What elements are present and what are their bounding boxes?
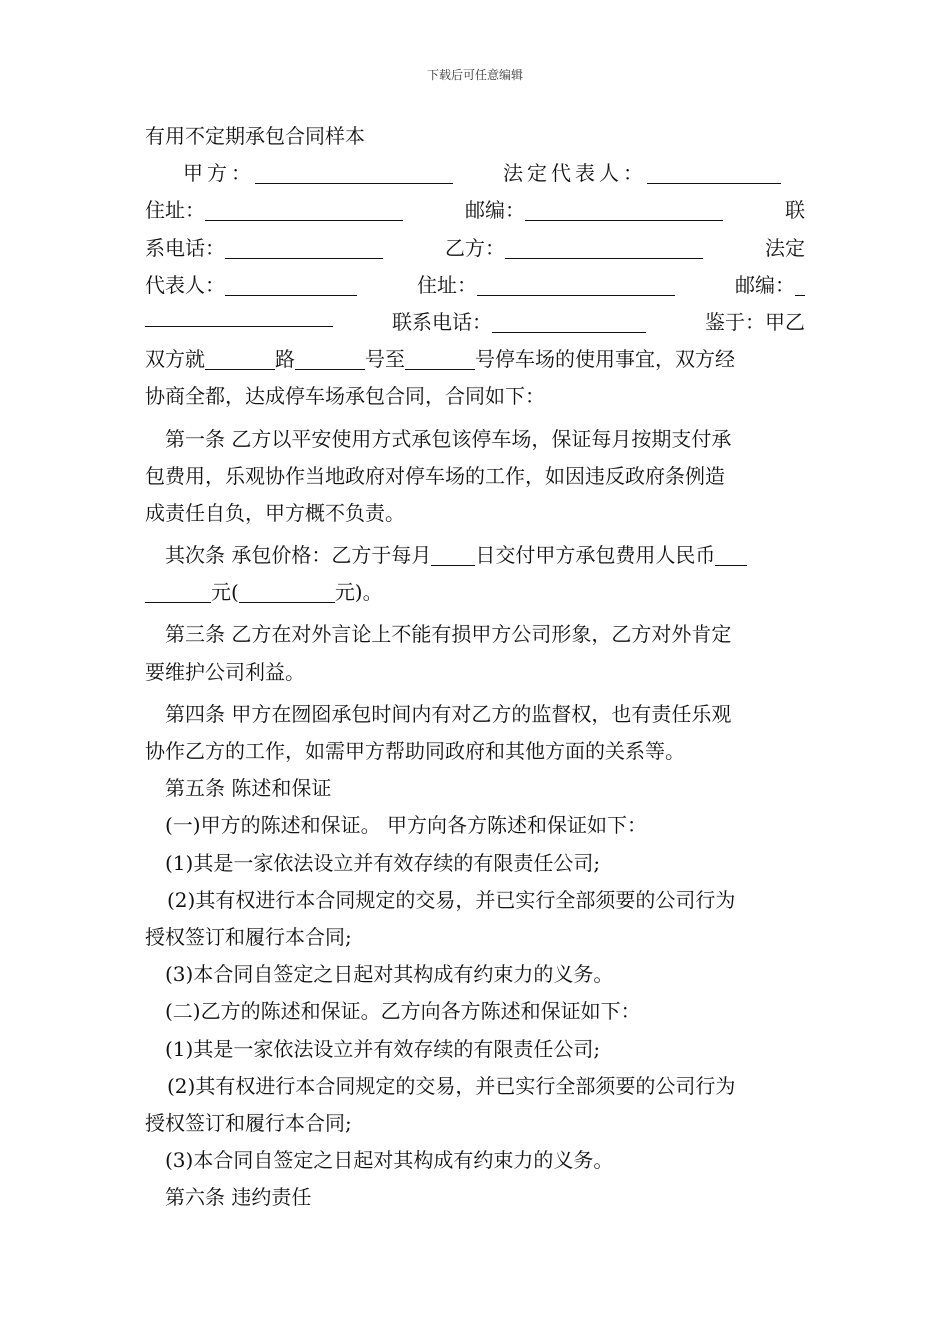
contact-a-blank — [225, 236, 383, 259]
intro-text-4: 号停车场的使用事宜，双方经 — [475, 347, 735, 372]
article1-line1: 第一条 乙方以平安使用方式承包该停车场，保证每月按期支付承 — [165, 426, 732, 451]
pay-day-blank — [431, 543, 475, 566]
article5-title: 第五条 陈述和保证 — [165, 776, 332, 801]
article2-text-4: 元)。 — [334, 580, 383, 605]
contact-a-label-part2: 系电话： — [145, 235, 225, 260]
party-a-blank — [255, 161, 453, 184]
document-title: 有用不定期承包合同样本 — [145, 124, 365, 148]
postcode-b-blank-start — [795, 273, 805, 296]
legal-rep-b-blank — [225, 273, 357, 296]
legal-rep-b-line — [145, 267, 805, 304]
postcode-a-blank — [525, 198, 723, 221]
article5-b3: (3)本合同自签定之日起对其构成有约束力的义务。 — [165, 1148, 614, 1173]
legal-rep-b-label-part2: 代表人： — [145, 272, 225, 297]
amount-blank — [145, 580, 211, 603]
document-body — [145, 118, 805, 1216]
amount-blank-start — [715, 543, 747, 566]
postcode-b-blank — [145, 304, 333, 327]
legal-rep-a-label: 法定代表人： — [503, 161, 647, 186]
address-b-label: 住址： — [417, 272, 477, 297]
article3-line1: 第三条 乙方在对外言论上不能有损甲方公司形象，乙方对外肯定 — [165, 622, 732, 647]
article5-a2-line1: (2)其有权进行本合同规定的交易，并已实行全部须要的公司行为 — [167, 887, 736, 912]
number-from-blank — [295, 347, 365, 370]
article5-b-title: (二)乙方的陈述和保证。乙方向各方陈述和保证如下： — [165, 999, 641, 1024]
article2-text-1: 其次条 承包价格：乙方于每月 — [165, 543, 432, 568]
article5-a3: (3)本合同自签定之日起对其构成有约束力的义务。 — [165, 962, 614, 987]
party-a-line — [145, 155, 805, 192]
party-b-blank — [505, 236, 703, 259]
address-a-label: 住址： — [145, 198, 205, 223]
contact-a-label-part1: 联 — [785, 198, 805, 223]
legal-rep-b-label-part1: 法定 — [765, 235, 805, 260]
address-b-blank — [477, 273, 675, 296]
intro-text-2: 路 — [275, 347, 295, 372]
intro-text-1: 双方就 — [145, 347, 205, 372]
postcode-a-label: 邮编： — [465, 198, 525, 223]
party-a-label: 甲方： — [183, 161, 255, 186]
article3-line2: 要维护公司利益。 — [145, 659, 305, 684]
article5-b1: (1)其是一家依法设立并有效存续的有限责任公司; — [165, 1036, 601, 1061]
road-blank — [205, 347, 275, 370]
address-a-line — [145, 192, 805, 229]
page-header: 下载后可任意编辑 — [426, 68, 523, 82]
article2-text-3: 元( — [211, 580, 239, 605]
number-to-blank — [405, 347, 475, 370]
contact-b-line — [145, 304, 805, 341]
article6-title: 第六条 违约责任 — [165, 1185, 312, 1210]
article5-b2-line2: 授权签订和履行本合同; — [145, 1110, 352, 1135]
postcode-b-label: 邮编： — [735, 272, 795, 297]
intro-text-3: 号至 — [365, 347, 405, 372]
party-b-label: 乙方： — [445, 235, 505, 260]
article5-a2-line2: 授权签订和履行本合同; — [145, 924, 352, 949]
address-a-blank — [205, 198, 403, 221]
intro-line-1 — [145, 341, 805, 378]
article1-line2: 包费用，乐观协作当地政府对停车场的工作，如因违反政府条例造 — [145, 463, 725, 488]
article2-line2 — [145, 574, 805, 611]
article5-b2-line1: (2)其有权进行本合同规定的交易，并已实行全部须要的公司行为 — [167, 1073, 736, 1098]
article2-text-2: 日交付甲方承包费用人民币 — [475, 543, 716, 568]
contact-a-line — [145, 230, 805, 267]
article2-line1 — [145, 537, 805, 574]
contact-b-label: 联系电话： — [392, 309, 492, 334]
whereas-label: 鉴于：甲乙 — [705, 309, 805, 334]
article1-line3: 成责任自负，甲方概不负责。 — [145, 500, 405, 525]
contact-b-blank — [492, 310, 646, 333]
article5-a-title: (一)甲方的陈述和保证。 甲方向各方陈述和保证如下： — [165, 813, 647, 838]
amount-words-blank — [239, 580, 335, 603]
intro-line-2: 协商全都，达成停车场承包合同，合同如下： — [145, 384, 545, 409]
legal-rep-a-blank — [647, 161, 781, 184]
article4-line2: 协作乙方的工作，如需甲方帮助同政府和其他方面的关系等。 — [145, 739, 685, 763]
article5-a1: (1)其是一家依法设立并有效存续的有限责任公司; — [165, 850, 601, 875]
article4-line1: 第四条 甲方在囫囵承包时间内有对乙方的监督权，也有责任乐观 — [165, 701, 732, 726]
